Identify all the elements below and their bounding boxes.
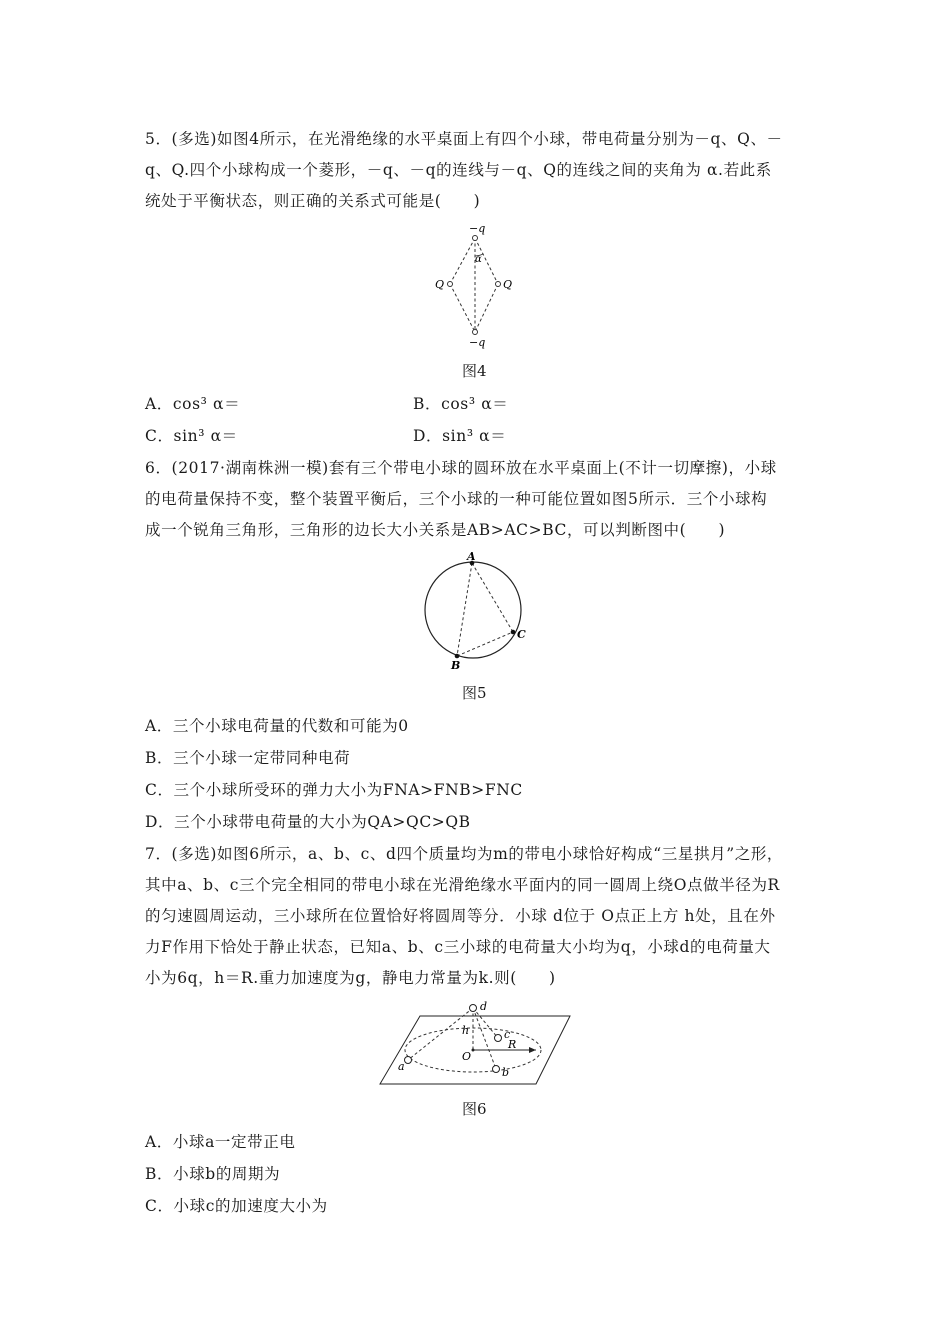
q7-option-a: A．小球a一定带正电 [145, 1133, 296, 1151]
q7-option-b: B．小球b的周期为 [145, 1165, 281, 1183]
fig6-label-a: a [398, 1060, 405, 1073]
fig4-label-top: −q [469, 222, 486, 235]
fig4-label-left: Q [435, 278, 445, 291]
q6-line-3: 成一个锐角三角形，三角形的边长大小关系是AB>AC>BC，可以判断图中( ) [145, 521, 726, 539]
q5-option-c: C．sin³ α＝ [145, 427, 238, 445]
fig4-label-bottom: −q [469, 336, 486, 349]
fig5-label-a: A [467, 552, 476, 563]
q5-option-d: D．sin³ α＝ [413, 427, 507, 445]
q6-option-d: D．三个小球带电荷量的大小为QA>QC>QB [145, 813, 471, 831]
fig6-label-r: R [508, 1038, 517, 1051]
q6-line-2: 的电荷量保持不变，整个装置平衡后，三个小球的一种可能位置如图5所示．三个小球构 [145, 490, 768, 508]
figure-4-rhombus [425, 222, 525, 350]
q7-line-4: 力F作用下恰处于静止状态，已知a、b、c三小球的电荷量大小均为q，小球d的电荷量大 [145, 938, 771, 956]
figure-5-caption: 图5 [462, 684, 487, 702]
q6-line-1: 6．(2017·湖南株洲一模)套有三个带电小球的圆环放在水平桌面上(不计一切摩擦)，小球 [145, 459, 777, 477]
q5-line-1: 5．(多选)如图4所示，在光滑绝缘的水平桌面上有四个小球，带电荷量分别为－q、Q、－ [145, 130, 783, 148]
fig6-label-h: h [462, 1024, 470, 1037]
q7-option-c: C．小球c的加速度大小为 [145, 1197, 328, 1215]
q6-option-c: C．三个小球所受环的弹力大小为FNA>FNB>FNC [145, 781, 523, 799]
figure-6-caption: 图6 [462, 1100, 487, 1118]
q6-option-a: A．三个小球电荷量的代数和可能为0 [145, 717, 409, 735]
q7-line-1: 7．(多选)如图6所示，a、b、c、d四个质量均为m的带电小球恰好构成“三星拱月”之形， [145, 845, 784, 863]
q5-line-2: q、Q.四个小球构成一个菱形，－q、－q的连线与－q、Q的连线之间的夹角为 α.若此系 [145, 161, 772, 179]
q5-option-b: B．cos³ α＝ [413, 395, 509, 413]
q7-line-3: 的匀速圆周运动，三小球所在位置恰好将圆周等分．小球 d位于 O点正上方 h处，且在外 [145, 907, 776, 925]
q5-line-3: 统处于平衡状态，则正确的关系式可能是( ) [145, 192, 481, 210]
q5-option-a: A．cos³ α＝ [145, 395, 241, 413]
fig4-label-right: Q [503, 278, 513, 291]
fig5-label-b: B [451, 659, 461, 672]
q7-line-2: 其中a、b、c三个完全相同的带电小球在光滑绝缘水平面内的同一圆周上绕O点做半径为R [145, 876, 780, 894]
fig4-angle-label: α [475, 254, 482, 265]
figure-5-ring [415, 552, 535, 674]
q6-option-b: B．三个小球一定带同种电荷 [145, 749, 351, 767]
fig6-label-b: b [502, 1066, 510, 1079]
fig6-label-d: d [480, 1000, 488, 1013]
figure-4-caption: 图4 [462, 362, 487, 380]
figure-6-three-stars [378, 998, 578, 1088]
fig6-label-c: c [504, 1028, 511, 1041]
q7-line-5: 小为6q，h＝R.重力加速度为g，静电力常量为k.则( ) [145, 969, 556, 987]
fig5-label-c: C [517, 628, 526, 641]
fig6-label-o: O [462, 1050, 472, 1063]
